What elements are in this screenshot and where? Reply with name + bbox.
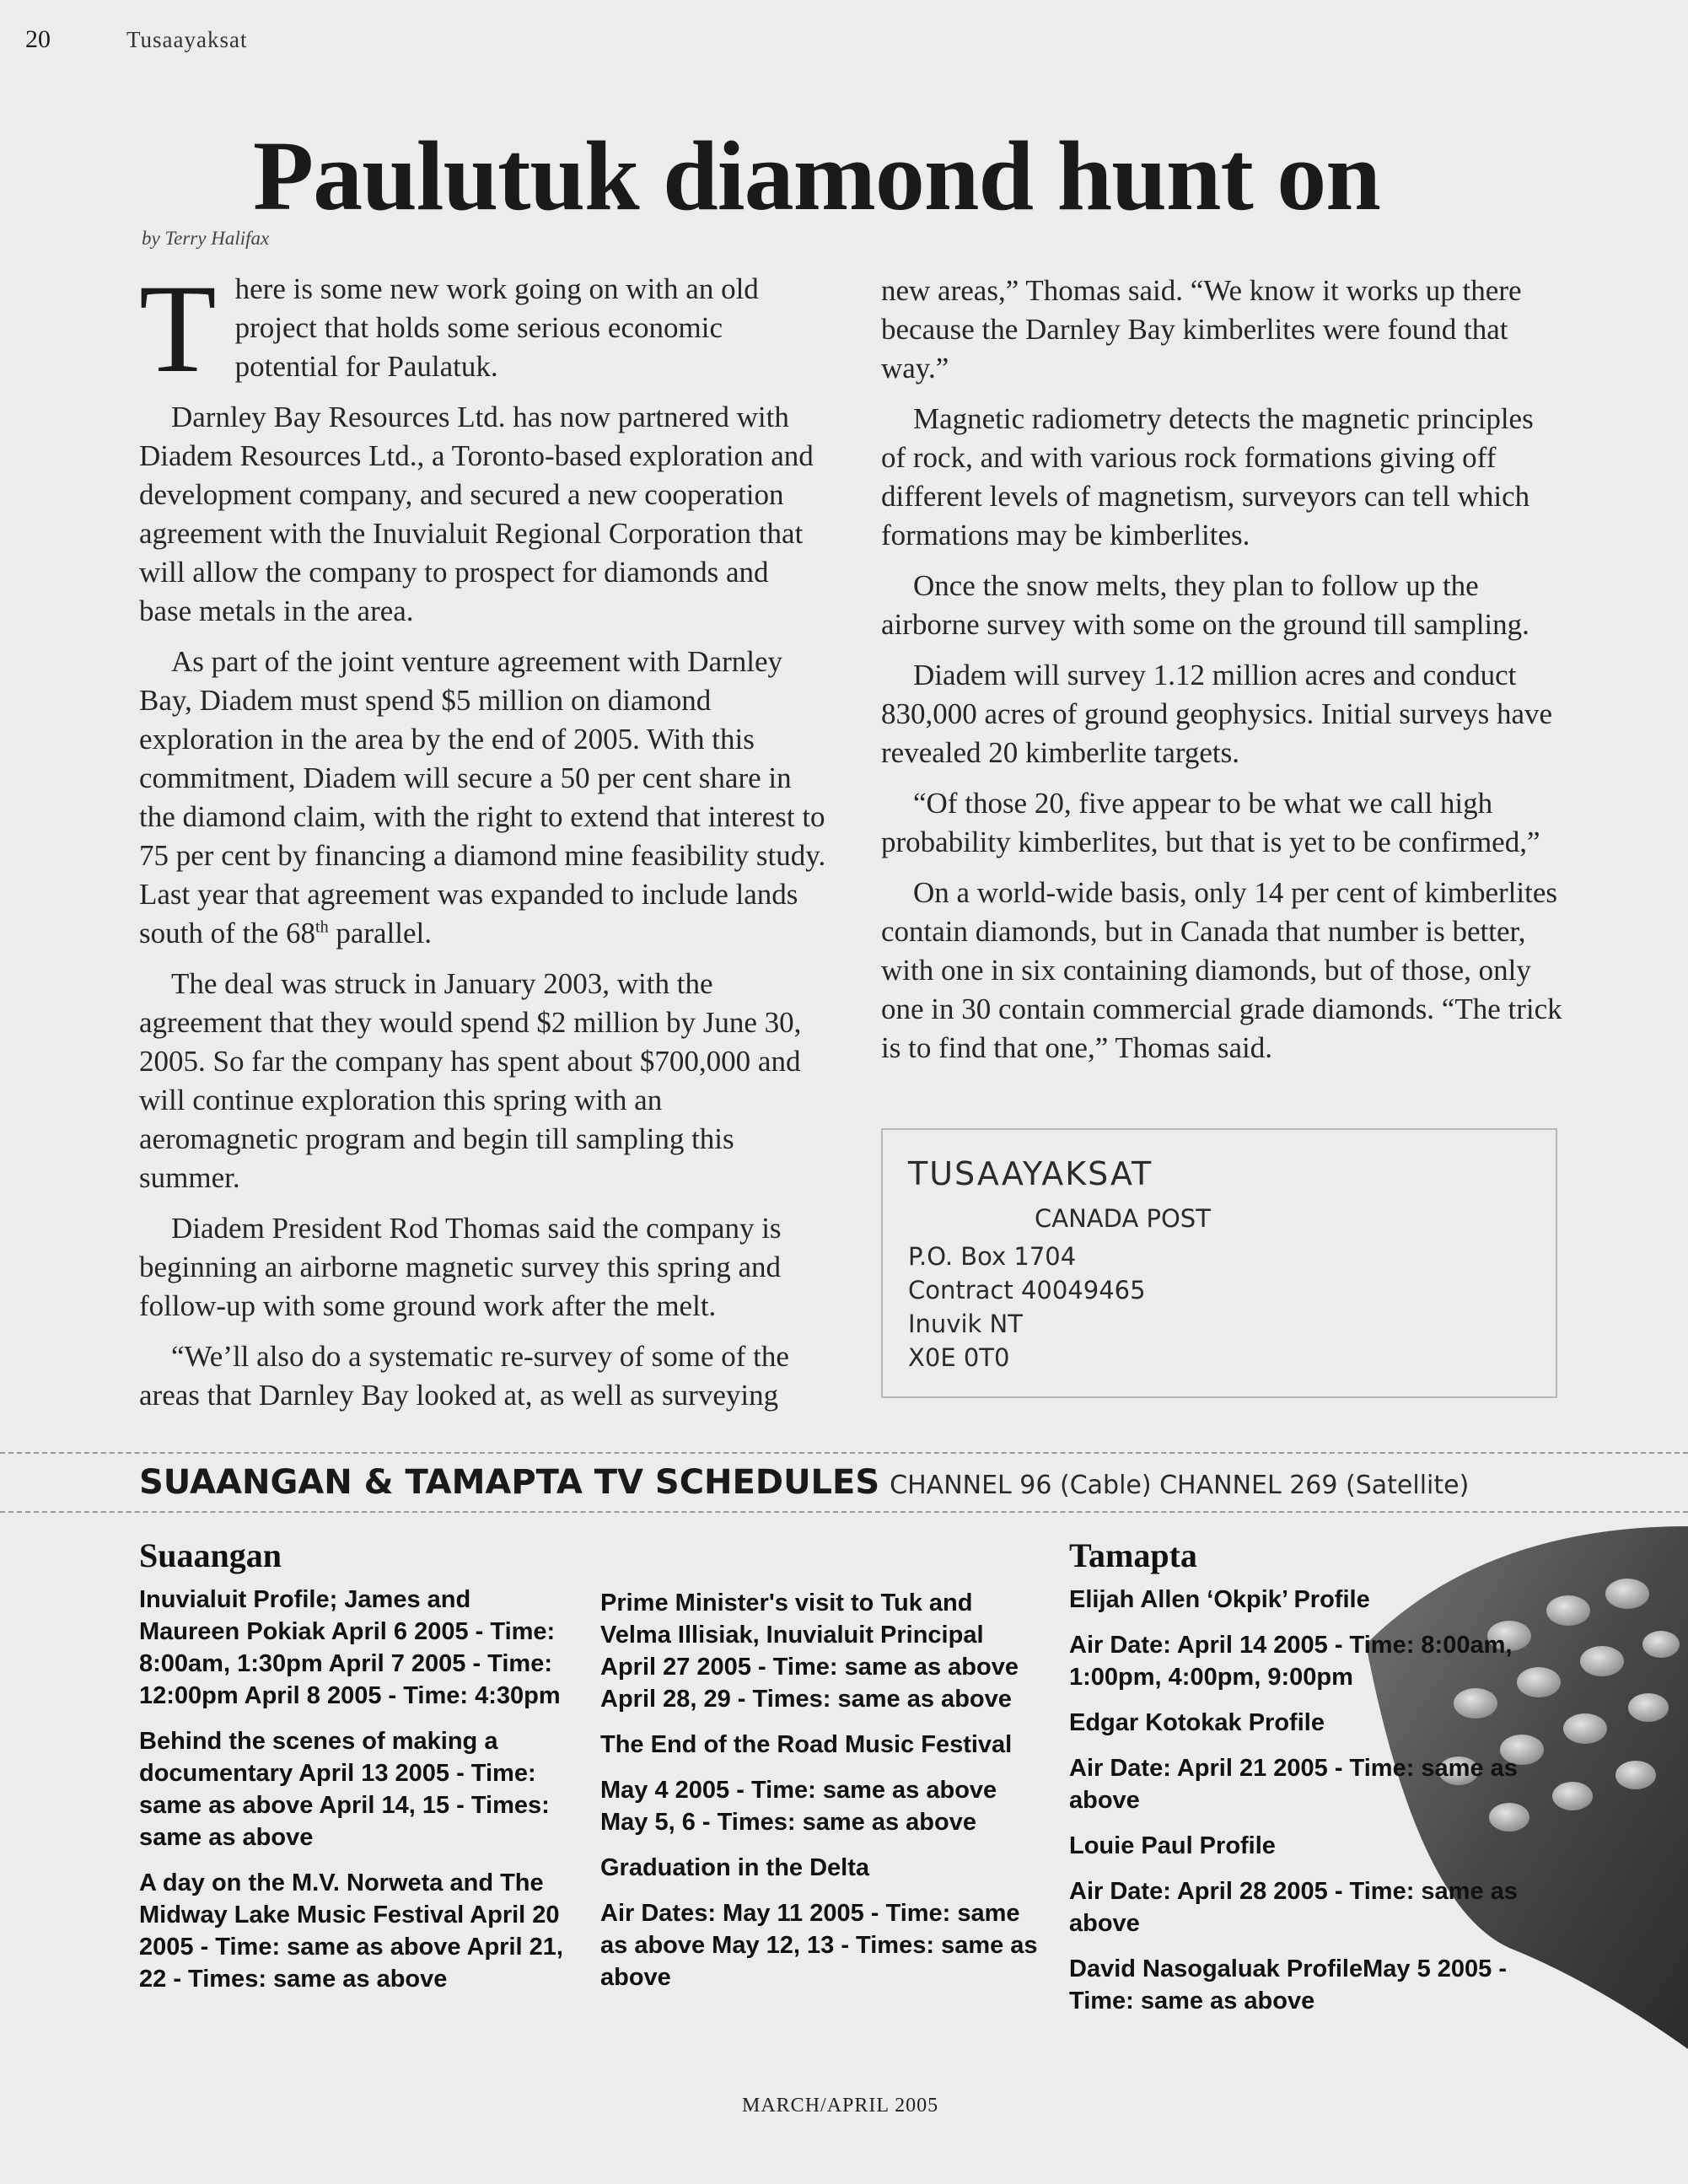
address-line: Contract 40049465 bbox=[908, 1276, 1146, 1304]
article-paragraph: Magnetic radiometry detects the magnetic principles of rock, and with various rock formations giving off different levels of magnetism, surveyors can tell which formations may be kimberlites. bbox=[881, 402, 1534, 551]
tv-schedule-heading bbox=[139, 1463, 1469, 1502]
canada-post-label: CANADA POST bbox=[1035, 1204, 1211, 1233]
tv-column-tamapta bbox=[1069, 1536, 1541, 2031]
article-column-left bbox=[139, 259, 826, 1427]
schedule-item: Inuvialuit Profile; James and Maureen Pokiak April 6 2005 - Time: 8:00am, 1:30pm April 7 2005 - Time: 12:00pm April 8 2005 - Time: 4:30pm bbox=[139, 1586, 561, 1709]
address-line: X0E 0T0 bbox=[908, 1343, 1010, 1372]
article-lead-paragraph bbox=[139, 259, 826, 399]
schedule-item: Air Date: April 28 2005 - Time: same as above bbox=[1069, 1878, 1518, 1937]
mailing-address-box bbox=[881, 1128, 1557, 1398]
tv-channels: CHANNEL 96 (Cable) CHANNEL 269 (Satellite) bbox=[890, 1471, 1470, 1500]
suaangan-heading: Suaangan bbox=[139, 1536, 282, 1574]
article-paragraph: On a world-wide basis, only 14 per cent of kimberlites contain diamonds, but in Canada that number is better, with one in six containing diamonds, but of those, only one in 30 contain commercial grade diamonds. “The trick is to find that one,” Thomas said. bbox=[881, 876, 1562, 1064]
article-paragraph: “We’ll also do a systematic re-survey of some of the areas that Darnley Bay looked at, as well as surveying bbox=[139, 1340, 789, 1412]
article-paragraph: “Of those 20, five appear to be what we call high probability kimberlites, but that is yet to be confirmed,” bbox=[881, 787, 1540, 858]
schedule-item: May 4 2005 - Time: same as above May 5, 6 - Times: same as above bbox=[600, 1777, 997, 1836]
mailing-address bbox=[908, 1240, 1146, 1374]
schedule-item: A day on the M.V. Norweta and The Midway Lake Music Festival April 20 2005 - Time: same as above April 21, 22 - Times: same as above bbox=[139, 1869, 563, 1993]
article-paragraph: Diadem will survey 1.12 million acres and conduct 830,000 acres of ground geophysics. Initial surveys have revealed 20 kimberlite targets. bbox=[881, 659, 1553, 769]
drop-cap: T bbox=[139, 259, 217, 399]
schedule-item: Louie Paul Profile bbox=[1069, 1832, 1276, 1859]
schedule-item: The End of the Road Music Festival bbox=[600, 1731, 1013, 1758]
publication-name: Tusaayaksat bbox=[126, 27, 248, 52]
schedule-item: Air Dates: May 11 2005 - Time: same as above May 12, 13 - Times: same as above bbox=[600, 1900, 1038, 1991]
schedule-item: Prime Minister's visit to Tuk and Velma Illisiak, Inuvialuit Principal April 27 2005 - Time: same as above April 28, 29 - Times: same as above bbox=[600, 1590, 1019, 1713]
article-paragraph bbox=[139, 643, 826, 953]
schedule-item: Graduation in the Delta bbox=[600, 1854, 870, 1881]
article-headline: Paulutuk diamond hunt on bbox=[253, 121, 1380, 231]
article-column-right bbox=[881, 272, 1564, 1079]
issue-footer: MARCH/APRIL 2005 bbox=[742, 2095, 939, 2117]
article-paragraph: The deal was struck in January 2003, with the agreement that they would spend $2 million by June 30, 2005. So far the company has spent about $700,000 and will continue exploration this spring with an aeromagnetic program and begin till sampling this summer. bbox=[139, 967, 802, 1194]
schedule-item: Behind the scenes of making a documentary April 13 2005 - Time: same as above April 14, 15 - Times: same as above bbox=[139, 1728, 550, 1851]
divider-top bbox=[0, 1452, 1688, 1454]
article-byline: by Terry Halifax bbox=[142, 228, 270, 249]
schedule-item: Air Date: April 21 2005 - Time: same as above bbox=[1069, 1755, 1518, 1814]
paragraph-tail: parallel. bbox=[328, 917, 433, 949]
mailing-brand: TUSAAYAKSAT bbox=[908, 1155, 1153, 1192]
tv-column-middle bbox=[600, 1587, 1039, 2007]
article-paragraph: new areas,” Thomas said. “We know it works up there because the Darnley Bay kimberlites were found that way.” bbox=[881, 274, 1522, 385]
schedule-item: Air Date: April 14 2005 - Time: 8:00am, 1:00pm, 4:00pm, 9:00pm bbox=[1069, 1632, 1513, 1691]
tv-schedule-title: SUAANGAN & TAMAPTA TV SCHEDULES bbox=[139, 1463, 880, 1502]
ordinal-suffix: th bbox=[315, 917, 329, 937]
schedule-item: Edgar Kotokak Profile bbox=[1069, 1709, 1325, 1736]
address-line: P.O. Box 1704 bbox=[908, 1242, 1077, 1271]
article-paragraph: Once the snow melts, they plan to follow up the airborne survey with some on the ground till sampling. bbox=[881, 569, 1529, 641]
tv-column-suaangan bbox=[139, 1536, 578, 2009]
tamapta-heading: Tamapta bbox=[1069, 1536, 1197, 1574]
paragraph-text: As part of the joint venture agreement with Darnley Bay, Diadem must spend $5 million on diamond exploration in the area by the end of 2005. With this commitment, Diadem will secure a 50 per cent share in the diamond claim, with the right to extend that interest to 75 per cent by financing a diamond mine feasibility study. Last year that agreement was expanded to include lands south of the 68 bbox=[139, 645, 826, 949]
schedule-item: Elijah Allen ‘Okpik’ Profile bbox=[1069, 1586, 1370, 1613]
address-line: Inuvik NT bbox=[908, 1310, 1023, 1338]
page-number: 20 bbox=[25, 25, 51, 53]
article-paragraph: Diadem President Rod Thomas said the company is beginning an airborne magnetic survey this spring and follow-up with some ground work after the melt. bbox=[139, 1212, 782, 1322]
schedule-item: David Nasogaluak ProfileMay 5 2005 - Time: same as above bbox=[1069, 1955, 1507, 2015]
lead-text: here is some new work going on with an old project that holds some serious economic potential for Paulatuk. bbox=[234, 272, 759, 383]
article-paragraph: Darnley Bay Resources Ltd. has now partnered with Diadem Resources Ltd., a Toronto-based exploration and development company, and secured a new cooperation agreement with the Inuvialuit Regional Corporation that will allow the company to prospect for diamonds and base metals in the area. bbox=[139, 401, 814, 627]
